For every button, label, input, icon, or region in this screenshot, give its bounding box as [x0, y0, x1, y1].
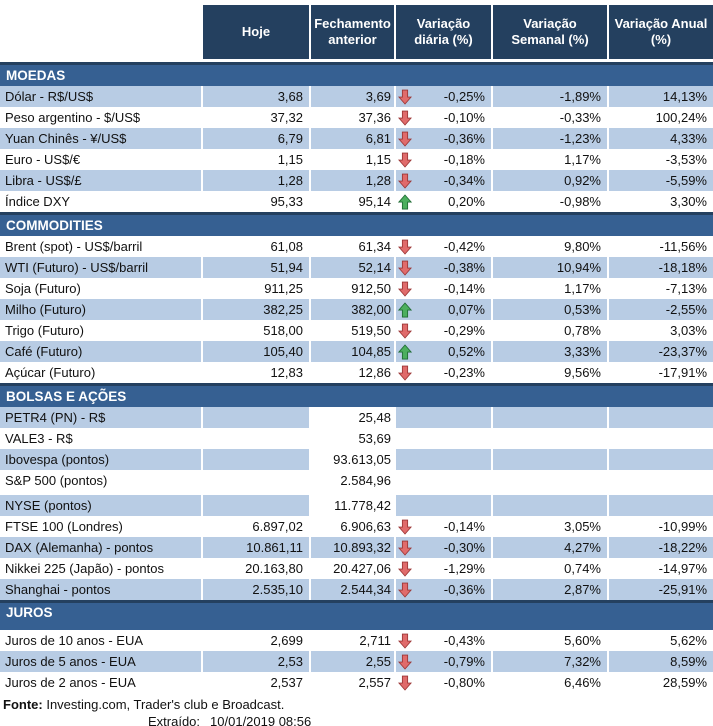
table-row: [0, 630, 713, 651]
cell-variacao-anual: -17,91%: [658, 365, 707, 380]
variacao-diaria-value: -0,79%: [443, 654, 485, 669]
row-label: PETR4 (PN) - R$: [0, 407, 203, 428]
variacao-diaria-value: -0,14%: [443, 281, 485, 296]
cell-fechamento-anterior: 2,55: [311, 651, 396, 672]
row-label: Açúcar (Futuro): [5, 365, 96, 380]
down-arrow-icon: [398, 281, 412, 297]
cell-fechamento-anterior: 519,50: [351, 323, 391, 338]
cell-variacao-anual: [609, 428, 713, 449]
cell-fechamento-anterior: 37,36: [358, 110, 391, 125]
cell-variacao-anual: -2,55%: [609, 299, 713, 320]
cell-variacao-anual: [609, 407, 713, 428]
cell-hoje: 6,79: [203, 128, 311, 149]
down-arrow-icon: [398, 540, 412, 556]
cell-hoje: 20.163,80: [245, 561, 303, 576]
cell-variacao-diaria: [396, 170, 493, 191]
table-row: [0, 449, 713, 470]
down-arrow: [397, 172, 413, 189]
table-row: [0, 672, 713, 693]
row-label: Dólar - R$/US$: [0, 86, 203, 107]
cell-variacao-diaria: [396, 362, 493, 383]
header-corner: [0, 5, 203, 59]
cell-variacao-semanal: 9,56%: [564, 365, 601, 380]
cell-variacao-diaria: [396, 579, 493, 600]
down-arrow: [397, 130, 413, 147]
cell-variacao-diaria: [396, 107, 493, 128]
cell-variacao-semanal: 2,87%: [493, 579, 609, 600]
row-label: S&P 500 (pontos): [5, 473, 108, 488]
variacao-diaria-value: -0,42%: [443, 239, 485, 254]
extracted-line: [0, 713, 713, 726]
up-arrow: [397, 193, 413, 210]
row-label: Euro - US$/€: [5, 152, 81, 167]
source-text: Investing.com, Trader's club e Broadcast.: [42, 697, 285, 712]
cell-hoje: 37,32: [270, 110, 303, 125]
cell-fechamento-anterior: 20.427,06: [333, 561, 391, 576]
table-footer: [0, 693, 713, 726]
cell-variacao-diaria: [396, 537, 493, 558]
cell-variacao-anual: -14,97%: [658, 561, 707, 576]
cell-variacao-semanal: -0,98%: [559, 194, 601, 209]
cell-fechamento-anterior: 6.906,63: [340, 519, 391, 534]
cell-hoje: 1,15: [277, 152, 303, 167]
cell-hoje: [203, 470, 311, 491]
cell-variacao-anual: 28,59%: [662, 675, 707, 690]
cell-variacao-anual: 14,13%: [609, 86, 713, 107]
cell-hoje: 61,08: [270, 239, 303, 254]
row-label: Shanghai - pontos: [0, 579, 203, 600]
cell-variacao-diaria: [396, 320, 493, 341]
cell-fechamento-anterior: 25,48: [311, 407, 396, 428]
table-row: [0, 257, 713, 278]
down-arrow-icon: [398, 654, 412, 670]
table-body: [0, 62, 713, 693]
cell-fechamento-anterior: 93.613,05: [311, 449, 396, 470]
source-line: [0, 696, 713, 713]
table-row: [0, 149, 713, 170]
variacao-diaria-value: -0,43%: [443, 633, 485, 648]
arrow-placeholder: [397, 430, 413, 447]
cell-variacao-diaria: [396, 191, 493, 212]
cell-fechamento-anterior: 2,557: [358, 675, 391, 690]
cell-variacao-semanal: 7,32%: [493, 651, 609, 672]
table-row: [0, 299, 713, 320]
cell-variacao-diaria: [396, 86, 493, 107]
row-label: Trigo (Futuro): [5, 323, 84, 338]
cell-variacao-diaria: [396, 149, 493, 170]
down-arrow-icon: [398, 675, 412, 691]
variacao-diaria-value: -0,10%: [443, 110, 485, 125]
table-row: [0, 341, 713, 362]
table-row: [0, 558, 713, 579]
row-label: VALE3 - R$: [5, 431, 73, 446]
cell-variacao-semanal: 3,33%: [493, 341, 609, 362]
table-row: [0, 470, 713, 491]
row-label: Ibovespa (pontos): [0, 449, 203, 470]
cell-variacao-anual: -7,13%: [665, 281, 707, 296]
down-arrow-icon: [398, 323, 412, 339]
cell-fechamento-anterior: 1,15: [365, 152, 391, 167]
variacao-diaria-value: 0,52%: [448, 344, 485, 359]
up-arrow: [397, 343, 413, 360]
cell-hoje: 382,25: [203, 299, 311, 320]
cell-variacao-diaria: [396, 341, 493, 362]
cell-variacao-anual: 3,03%: [670, 323, 707, 338]
cell-variacao-semanal: 1,17%: [564, 281, 601, 296]
cell-variacao-diaria: [396, 128, 493, 149]
row-label: NYSE (pontos): [0, 495, 203, 516]
up-arrow: [397, 301, 413, 318]
variacao-diaria-value: -0,29%: [443, 323, 485, 338]
row-label: Juros de 2 anos - EUA: [5, 675, 136, 690]
table-row: [0, 191, 713, 212]
cell-variacao-diaria: [396, 516, 493, 537]
cell-variacao-anual: 8,59%: [609, 651, 713, 672]
cell-hoje: 911,25: [264, 281, 303, 296]
row-label: Nikkei 225 (Japão) - pontos: [5, 561, 164, 576]
down-arrow: [397, 560, 413, 577]
cell-variacao-diaria: [396, 236, 493, 257]
down-arrow: [397, 322, 413, 339]
cell-hoje: 51,94: [203, 257, 311, 278]
down-arrow-icon: [398, 519, 412, 535]
row-label: Brent (spot) - US$/barril: [5, 239, 143, 254]
down-arrow-icon: [398, 365, 412, 381]
variacao-diaria-value: -0,36%: [443, 582, 485, 597]
cell-fechamento-anterior: 104,85: [311, 341, 396, 362]
variacao-diaria-value: -0,25%: [443, 89, 485, 104]
table-row: [0, 86, 713, 107]
cell-variacao-semanal: [493, 470, 609, 491]
cell-variacao-semanal: 4,27%: [493, 537, 609, 558]
cell-variacao-anual: -11,56%: [659, 239, 707, 254]
table-row: [0, 362, 713, 383]
variacao-diaria-value: -0,14%: [443, 519, 485, 534]
section-header-moedas: MOEDAS: [0, 62, 713, 86]
cell-variacao-anual: -23,37%: [609, 341, 713, 362]
table-row: [0, 320, 713, 341]
cell-variacao-semanal: 6,46%: [564, 675, 601, 690]
cell-hoje: 518,00: [263, 323, 303, 338]
cell-variacao-anual: [609, 449, 713, 470]
down-arrow-icon: [398, 582, 412, 598]
col-header-variacao-anual: Variação Anual (%): [609, 5, 713, 59]
col-header-variacao-semanal: Variação Semanal (%): [493, 5, 609, 59]
variacao-diaria-value: -0,23%: [443, 365, 485, 380]
down-arrow: [397, 653, 413, 670]
down-arrow-icon: [398, 173, 412, 189]
down-arrow: [397, 632, 413, 649]
row-label: Milho (Futuro): [0, 299, 203, 320]
variacao-diaria-value: 0,20%: [448, 194, 485, 209]
arrow-placeholder: [397, 497, 413, 514]
cell-variacao-semanal: 0,92%: [493, 170, 609, 191]
cell-hoje: 12,83: [270, 365, 303, 380]
table-row: [0, 579, 713, 600]
down-arrow-icon: [398, 131, 412, 147]
row-label: Soja (Futuro): [5, 281, 81, 296]
cell-hoje: 6.897,02: [252, 519, 303, 534]
cell-fechamento-anterior: 61,34: [358, 239, 391, 254]
table-row: [0, 236, 713, 257]
cell-variacao-semanal: -0,33%: [559, 110, 601, 125]
row-label: Juros de 10 anos - EUA: [5, 633, 144, 648]
col-header-hoje: Hoje: [203, 5, 311, 59]
extracted-datetime: 10/01/2019 08:56: [210, 714, 312, 726]
down-arrow: [397, 238, 413, 255]
down-arrow: [397, 674, 413, 691]
down-arrow-icon: [398, 89, 412, 105]
section-header-bolsas-e-a-es: BOLSAS E AÇÕES: [0, 383, 713, 407]
cell-fechamento-anterior: 10.893,32: [311, 537, 396, 558]
row-label: Yuan Chinês - ¥/US$: [0, 128, 203, 149]
cell-variacao-anual: -5,59%: [609, 170, 713, 191]
cell-hoje: [203, 495, 311, 516]
col-header-variacao-diaria: Variação diária (%): [396, 5, 493, 59]
variacao-diaria-value: -0,30%: [443, 540, 485, 555]
down-arrow: [397, 280, 413, 297]
variacao-diaria-value: -0,34%: [443, 173, 485, 188]
cell-fechamento-anterior: 382,00: [311, 299, 396, 320]
cell-hoje: 2,699: [270, 633, 303, 648]
row-label: DAX (Alemanha) - pontos: [0, 537, 203, 558]
cell-variacao-anual: 5,62%: [670, 633, 707, 648]
row-label: Peso argentino - $/US$: [5, 110, 141, 125]
cell-variacao-diaria: [396, 428, 493, 449]
cell-variacao-anual: -10,99%: [658, 519, 707, 534]
cell-hoje: 2,537: [270, 675, 303, 690]
cell-variacao-semanal: -1,89%: [493, 86, 609, 107]
variacao-diaria-value: -1,29%: [443, 561, 485, 576]
cell-fechamento-anterior: 2.544,34: [311, 579, 396, 600]
down-arrow-icon: [398, 633, 412, 649]
cell-variacao-semanal: 9,80%: [564, 239, 601, 254]
cell-fechamento-anterior: 95,14: [358, 194, 391, 209]
variacao-diaria-value: -0,80%: [443, 675, 485, 690]
up-arrow-icon: [398, 194, 412, 210]
cell-fechamento-anterior: 2.584,96: [340, 473, 391, 488]
cell-variacao-diaria: [396, 495, 493, 516]
extracted-label: Extraído:: [148, 714, 201, 726]
down-arrow: [397, 88, 413, 105]
cell-hoje: 2.535,10: [203, 579, 311, 600]
cell-variacao-diaria: [396, 449, 493, 470]
cell-variacao-semanal: [493, 428, 609, 449]
table-row: [0, 170, 713, 191]
down-arrow-icon: [398, 239, 412, 255]
up-arrow-icon: [398, 344, 412, 360]
down-arrow: [397, 581, 413, 598]
cell-hoje: 105,40: [203, 341, 311, 362]
table-row: [0, 516, 713, 537]
cell-hoje: [203, 449, 311, 470]
cell-variacao-anual: -25,91%: [609, 579, 713, 600]
cell-variacao-diaria: [396, 630, 493, 651]
section-header-juros: JUROS: [0, 600, 713, 630]
cell-variacao-semanal: 1,17%: [564, 152, 601, 167]
down-arrow: [397, 109, 413, 126]
cell-variacao-anual: 4,33%: [609, 128, 713, 149]
cell-variacao-anual: [609, 495, 713, 516]
row-label: WTI (Futuro) - US$/barril: [0, 257, 203, 278]
variacao-diaria-value: -0,18%: [443, 152, 485, 167]
row-label: Libra - US$/£: [0, 170, 203, 191]
col-header-fechamento-anterior: Fechamento anterior: [311, 5, 396, 59]
down-arrow-icon: [398, 110, 412, 126]
cell-variacao-diaria: [396, 278, 493, 299]
row-label: Café (Futuro): [0, 341, 203, 362]
table-row: [0, 428, 713, 449]
cell-variacao-semanal: -1,23%: [493, 128, 609, 149]
variacao-diaria-value: 0,07%: [448, 302, 485, 317]
source-label: Fonte:: [3, 697, 43, 712]
cell-variacao-semanal: 0,53%: [493, 299, 609, 320]
cell-variacao-diaria: [396, 257, 493, 278]
cell-variacao-anual: -18,22%: [609, 537, 713, 558]
down-arrow: [397, 518, 413, 535]
cell-variacao-semanal: 0,78%: [564, 323, 601, 338]
table-row: [0, 537, 713, 558]
cell-variacao-semanal: [493, 449, 609, 470]
arrow-placeholder: [397, 472, 413, 489]
table-row: [0, 495, 713, 516]
cell-variacao-anual: 3,30%: [670, 194, 707, 209]
cell-variacao-semanal: 0,74%: [564, 561, 601, 576]
table-row: [0, 278, 713, 299]
variacao-diaria-value: -0,38%: [443, 260, 485, 275]
cell-variacao-anual: -3,53%: [665, 152, 707, 167]
row-label: Índice DXY: [5, 194, 71, 209]
cell-fechamento-anterior: 53,69: [358, 431, 391, 446]
down-arrow: [397, 151, 413, 168]
cell-variacao-diaria: [396, 672, 493, 693]
cell-fechamento-anterior: 52,14: [311, 257, 396, 278]
cell-variacao-anual: [609, 470, 713, 491]
down-arrow-icon: [398, 152, 412, 168]
cell-variacao-diaria: [396, 651, 493, 672]
down-arrow-icon: [398, 260, 412, 276]
table-row: [0, 128, 713, 149]
cell-hoje: [203, 407, 311, 428]
cell-variacao-semanal: [493, 407, 609, 428]
cell-hoje: 95,33: [270, 194, 303, 209]
table-row: [0, 407, 713, 428]
cell-fechamento-anterior: 12,86: [358, 365, 391, 380]
cell-hoje: 1,28: [203, 170, 311, 191]
cell-fechamento-anterior: 912,50: [351, 281, 391, 296]
cell-hoje: 2,53: [203, 651, 311, 672]
cell-hoje: 10.861,11: [203, 537, 311, 558]
down-arrow: [397, 364, 413, 381]
cell-fechamento-anterior: 11.778,42: [311, 495, 396, 516]
down-arrow-icon: [398, 561, 412, 577]
cell-hoje: [203, 428, 311, 449]
up-arrow-icon: [398, 302, 412, 318]
arrow-placeholder: [397, 451, 413, 468]
section-header-commodities: COMMODITIES: [0, 212, 713, 236]
cell-variacao-semanal: 10,94%: [493, 257, 609, 278]
table-row: [0, 107, 713, 128]
down-arrow: [397, 259, 413, 276]
arrow-placeholder: [397, 409, 413, 426]
cell-variacao-semanal: 3,05%: [564, 519, 601, 534]
table-row: [0, 651, 713, 672]
cell-hoje: 3,68: [203, 86, 311, 107]
cell-variacao-diaria: [396, 407, 493, 428]
cell-fechamento-anterior: 1,28: [311, 170, 396, 191]
cell-variacao-semanal: [493, 495, 609, 516]
cell-variacao-diaria: [396, 558, 493, 579]
cell-fechamento-anterior: 3,69: [311, 86, 396, 107]
variacao-diaria-value: -0,36%: [443, 131, 485, 146]
down-arrow: [397, 539, 413, 556]
cell-fechamento-anterior: 6,81: [311, 128, 396, 149]
cell-variacao-semanal: 5,60%: [564, 633, 601, 648]
row-label: Juros de 5 anos - EUA: [0, 651, 203, 672]
row-label: FTSE 100 (Londres): [5, 519, 123, 534]
cell-variacao-diaria: [396, 299, 493, 320]
cell-variacao-anual: 100,24%: [655, 110, 707, 125]
table-header: [0, 5, 713, 59]
cell-variacao-anual: -18,18%: [609, 257, 713, 278]
cell-variacao-diaria: [396, 470, 493, 491]
cell-fechamento-anterior: 2,711: [359, 633, 391, 648]
